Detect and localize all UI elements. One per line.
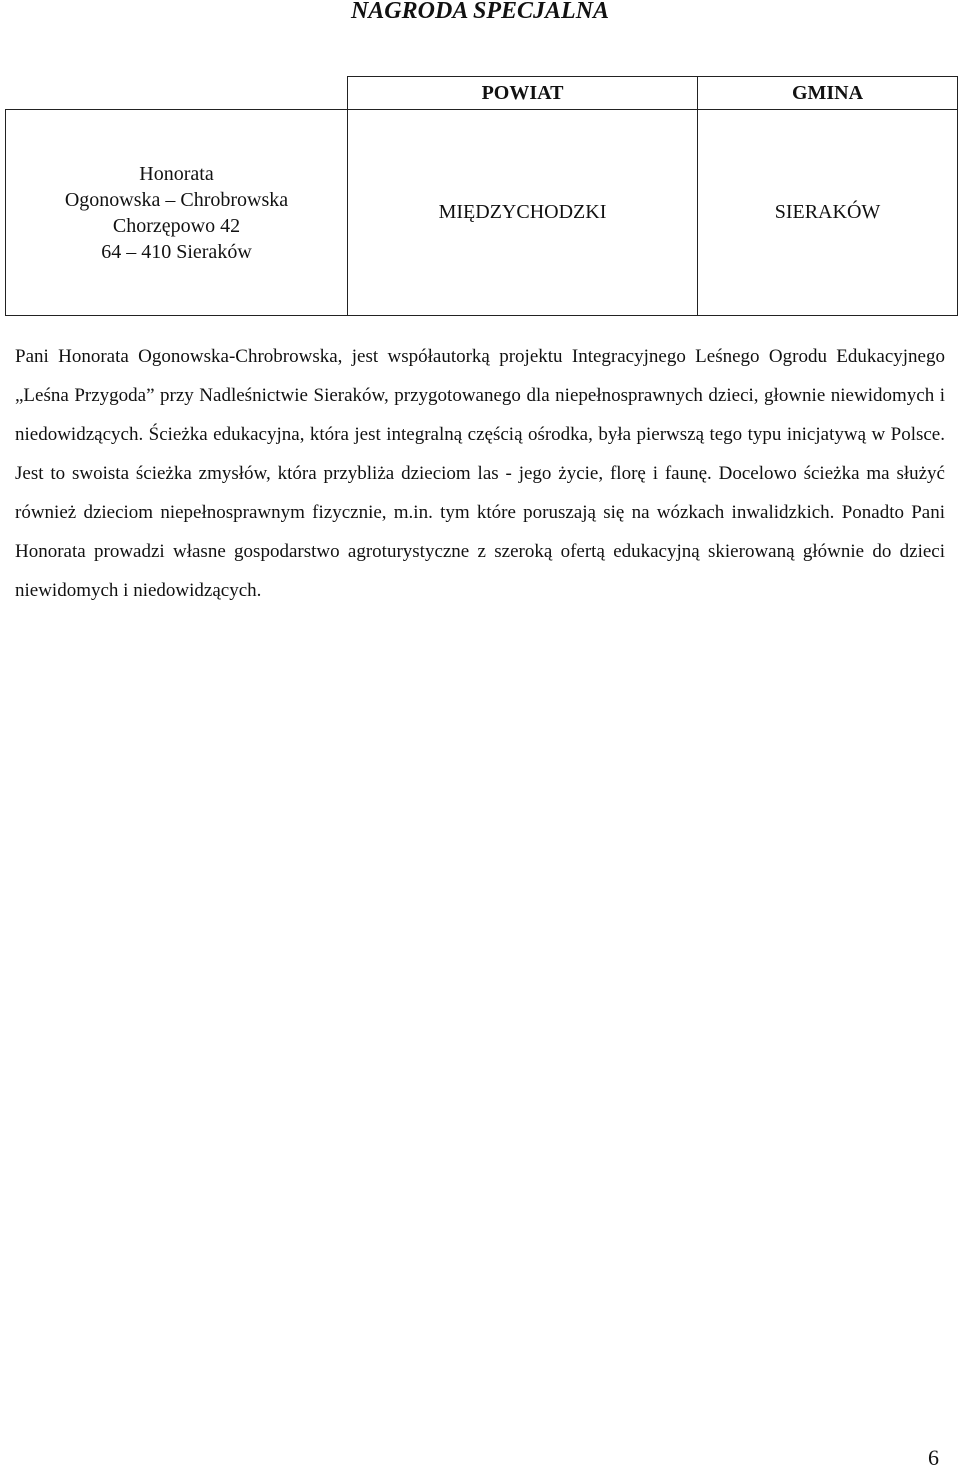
person-name-first: Honorata <box>139 162 214 185</box>
person-name-last: Ogonowska – Chrobrowska <box>64 188 289 211</box>
page-number: 6 <box>928 1445 939 1470</box>
gmina-cell: SIERAKÓW <box>698 110 958 316</box>
table-header-row <box>6 77 958 110</box>
info-table <box>5 76 958 316</box>
header-powiat: POWIAT <box>348 77 698 110</box>
person-address-street: Chorzępowo 42 <box>112 214 241 237</box>
header-gmina: GMINA <box>698 77 958 110</box>
powiat-cell: MIĘDZYCHODZKI <box>348 110 698 316</box>
table-row <box>6 110 958 316</box>
page-title: NAGRODA SPECJALNA <box>350 0 610 24</box>
table-corner-cell <box>6 77 348 110</box>
person-cell <box>6 110 348 316</box>
description-paragraph: Pani Honorata Ogonowska-Chrobrowska, jest współautorką projektu Integracyjnego Leśnego Ogrodu Edukacyjnego „Leśna Przygoda” przy Nadleśnictwie Sieraków, przygotowanego dla niepełnosprawnych dzieci, głownie niewidomych i niedowidzących. Ścieżka edukacyjna, która jest integralną częścią ośrodka, była pierwszą tego typu inicjatywą w Polsce. Jest to swoista ścieżka zmysłów, która przybliża dzieciom las - jego życie, florę i faunę. Docelowo ścieżka ma służyć również dzieciom niepełnosprawnym fizycznie, m.in. tym które poruszają się na wózkach inwalidzkich. Ponadto Pani Honorata prowadzi własne gospodarstwo agroturystyczne z szeroką ofertą edukacyjną skierowaną głównie do dzieci niewidomych i niedowidzących. <box>15 346 945 601</box>
person-address-city: 64 – 410 Sieraków <box>101 240 252 263</box>
